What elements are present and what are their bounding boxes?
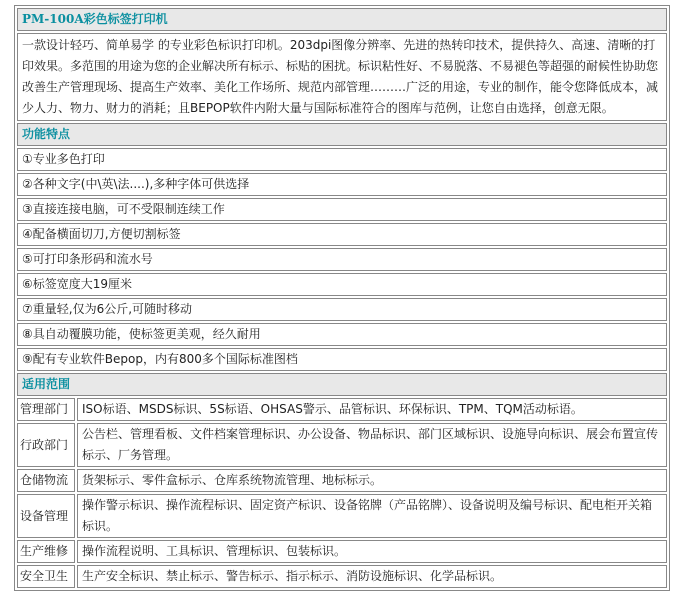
scope-row [17, 540, 667, 563]
product-title: PM-100A彩色标签打印机 [17, 8, 667, 31]
feature-item: ②各种文字(中\英\法....),多种字体可供选择 [17, 173, 667, 196]
scope-uses: 操作流程说明、工具标识、管理标识、包装标识。 [77, 540, 667, 563]
feature-item: ①专业多色打印 [17, 148, 667, 171]
scope-dept: 管理部门 [17, 398, 75, 421]
feature-item: ③直接连接电脑，可不受限制连续工作 [17, 198, 667, 221]
product-spec-container [14, 5, 670, 591]
scope-uses: 生产安全标识、禁止标示、警告标示、指示标示、消防设施标识、化学品标识。 [77, 565, 667, 588]
scope-row [17, 494, 667, 538]
scope-row [17, 398, 667, 421]
feature-item: ⑤可打印条形码和流水号 [17, 248, 667, 271]
product-intro: 一款设计轻巧、简单易学 的专业彩色标识打印机。203dpi图像分辨率、先进的热转印技术，提供持久、高速、清晰的打印效果。多范围的用途为您的企业解决所有标示、标贴的困扰。标识粘性好、不易脱落、不易褪色等超强的耐候性协助您改善生产管理现场、提高生产效率、美化工作场所、规范内部管理………广泛的用途，专业的制作，能令您降低成本，减少人力、物力、财力的消耗；且BEPOP软件内附大量与国际标准符合的图库与范例，让您自由选择，创意无限。 [17, 33, 667, 121]
feature-item: ⑨配有专业软件Bepop，内有800多个国际标准图档 [17, 348, 667, 371]
scope-dept: 行政部门 [17, 423, 75, 467]
scope-dept: 仓储物流 [17, 469, 75, 492]
scope-row [17, 423, 667, 467]
scope-dept: 设备管理 [17, 494, 75, 538]
scope-uses: 公告栏、管理看板、文件档案管理标识、办公设备、物品标识、部门区域标识、设施导向标识、展会布置宣传标示、厂务管理。 [77, 423, 667, 467]
feature-item: ⑦重量轻,仅为6公斤,可随时移动 [17, 298, 667, 321]
scope-row [17, 565, 667, 588]
scope-heading: 适用范围 [17, 373, 667, 396]
scope-uses: 操作警示标识、操作流程标识、固定资产标识、设备铭牌（产品铭牌）、设备说明及编号标识、配电柜开关箱标识。 [77, 494, 667, 538]
feature-item: ④配备横面切刀,方便切割标签 [17, 223, 667, 246]
scope-uses: ISO标语、MSDS标识、5S标语、OHSAS警示、品管标识、环保标识、TPM、TQM活动标语。 [77, 398, 667, 421]
features-heading: 功能特点 [17, 123, 667, 146]
scope-uses: 货架标示、零件盒标示、仓库系统物流管理、地标标示。 [77, 469, 667, 492]
scope-dept: 安全卫生 [17, 565, 75, 588]
product-spec-table [14, 5, 670, 591]
feature-item: ⑧具自动覆膜功能，使标签更美观，经久耐用 [17, 323, 667, 346]
scope-dept: 生产维修 [17, 540, 75, 563]
feature-item: ⑥标签宽度大19厘米 [17, 273, 667, 296]
scope-row [17, 469, 667, 492]
